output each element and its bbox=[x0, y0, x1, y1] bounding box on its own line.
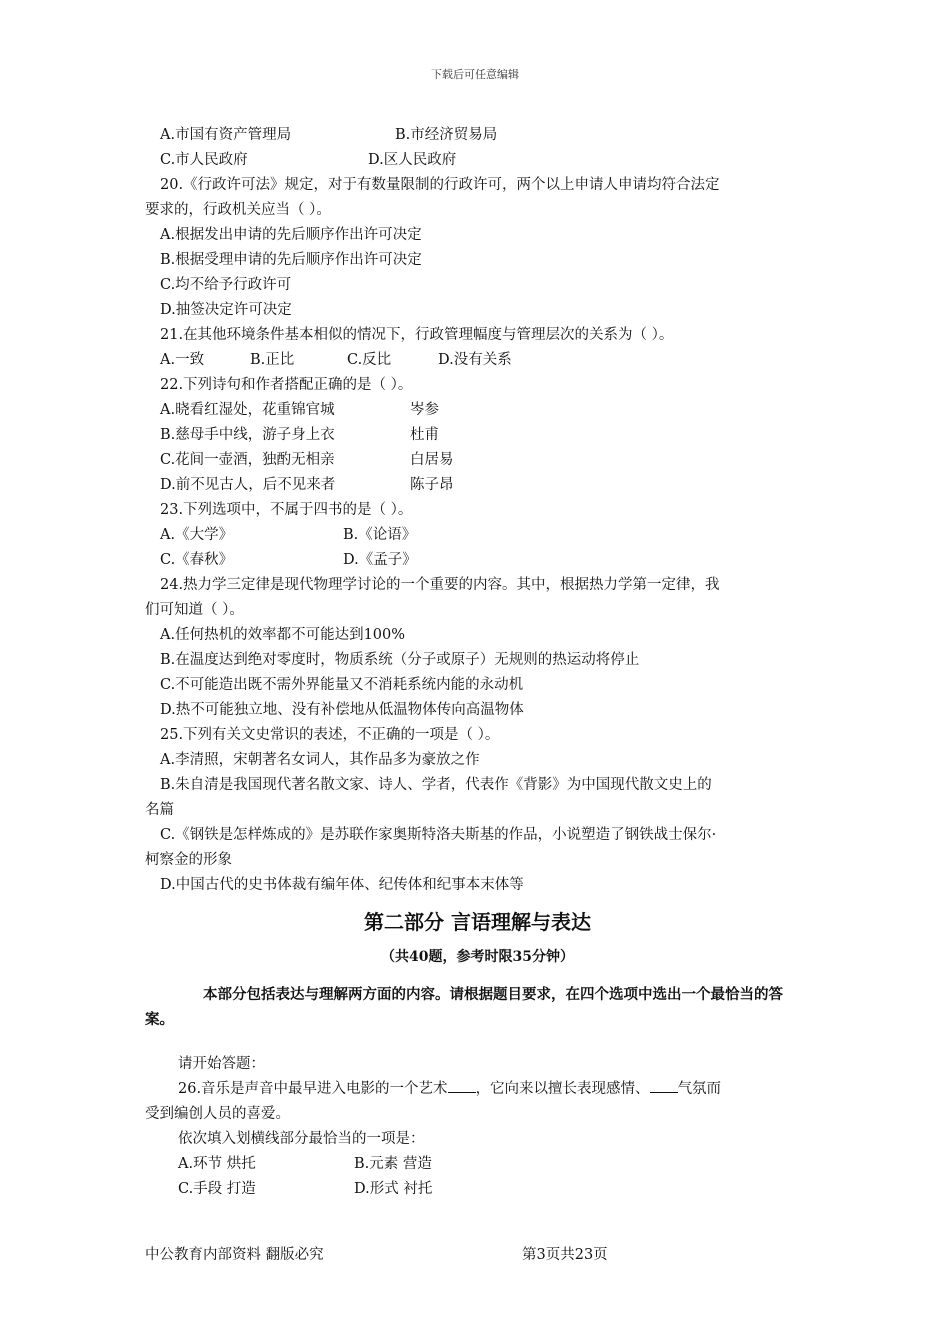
q19-option-c: C.市人民政府 bbox=[160, 152, 248, 168]
q26-options-row-2 bbox=[145, 1177, 810, 1202]
q26-blank-2 bbox=[650, 1078, 678, 1093]
page-header: 下载后可任意编辑 bbox=[431, 68, 519, 81]
q20-stem-line-1: 20.《行政许可法》规定，对于有数量限制的行政许可，两个以上申请人申请均符合法定 bbox=[160, 177, 720, 193]
q26-options-row-1 bbox=[145, 1152, 810, 1177]
q22-option-a-author: 岑参 bbox=[410, 402, 439, 418]
q22-option-d-author: 陈子昂 bbox=[410, 477, 454, 493]
q26-option-c: C.手段 打造 bbox=[178, 1181, 256, 1197]
q23-options-row-1 bbox=[145, 523, 810, 548]
q19-options-row-1 bbox=[145, 123, 810, 148]
q20-option-b: B.根据受理申请的先后顺序作出许可决定 bbox=[160, 252, 422, 268]
q22-option-d bbox=[145, 473, 810, 498]
q25-option-a: A.李清照，宋朝著名女词人，其作品多为豪放之作 bbox=[160, 752, 480, 768]
q26-stem-part-3: 气氛而 bbox=[677, 1081, 722, 1097]
q24-option-c: C.不可能造出既不需外界能量又不消耗系统内能的永动机 bbox=[160, 677, 524, 693]
q25-option-c-line-1: C.《钢铁是怎样炼成的》是苏联作家奥斯特洛夫斯基的作品，小说塑造了钢铁战士保尔· bbox=[160, 827, 717, 843]
q22-option-c bbox=[145, 448, 810, 473]
section-instructions: 本部分包括表达与理解两方面的内容。请根据题目要求，在四个选项中选出一个最恰当的答案。 bbox=[145, 986, 783, 1028]
q21-option-c: C.反比 bbox=[347, 352, 392, 368]
q19-option-b: B.市经济贸易局 bbox=[395, 127, 498, 143]
q23-option-d: D.《孟子》 bbox=[343, 552, 417, 568]
q19-options-row-2 bbox=[145, 148, 810, 173]
q24-option-d: D.热不可能独立地、没有补偿地从低温物体传向高温物体 bbox=[160, 702, 524, 718]
q26-stem-part-2: ，它向来以擅长表现感情、 bbox=[475, 1081, 650, 1097]
q21-option-b: B.正比 bbox=[250, 352, 295, 368]
document-body bbox=[145, 123, 810, 1202]
q20-option-a: A.根据发出申请的先后顺序作出许可决定 bbox=[160, 227, 422, 243]
q22-option-c-poem: C.花间一壶酒，独酌无相亲 bbox=[160, 452, 335, 468]
q26-option-a: A.环节 烘托 bbox=[178, 1156, 256, 1172]
q22-stem: 22.下列诗句和作者搭配正确的是（ ）。 bbox=[160, 377, 413, 393]
q22-option-b-poem: B.慈母手中线，游子身上衣 bbox=[160, 427, 335, 443]
q26-stem-part-1: 26.音乐是声音中最早进入电影的一个艺术 bbox=[178, 1081, 448, 1097]
q22-option-a bbox=[145, 398, 810, 423]
q26-option-d: D.形式 衬托 bbox=[354, 1181, 433, 1197]
q26-stem-line-1 bbox=[145, 1077, 810, 1102]
start-prompt: 请开始答题： bbox=[178, 1056, 265, 1072]
q20-option-d: D.抽签决定许可决定 bbox=[160, 302, 292, 318]
q26-stem-line-2: 受到编创人员的喜爱。 bbox=[145, 1106, 290, 1122]
q25-option-c-line-2: 柯察金的形象 bbox=[145, 852, 232, 868]
spacer bbox=[145, 1032, 810, 1052]
q23-stem: 23.下列选项中，不属于四书的是（ ）。 bbox=[160, 502, 413, 518]
q21-option-a: A.一致 bbox=[160, 352, 205, 368]
q22-option-b bbox=[145, 423, 810, 448]
q23-option-c: C.《春秋》 bbox=[160, 552, 234, 568]
q25-option-b-line-1: B.朱自清是我国现代著名散文家、诗人、学者，代表作《背影》为中国现代散文史上的 bbox=[160, 777, 712, 793]
q22-option-c-author: 白居易 bbox=[410, 452, 454, 468]
q20-stem-line-2: 要求的，行政机关应当（ ）。 bbox=[145, 202, 331, 218]
q23-option-a: A.《大学》 bbox=[160, 527, 234, 543]
q22-option-a-poem: A.晓看红湿处，花重锦官城 bbox=[160, 402, 335, 418]
q25-stem: 25.下列有关文史常识的表述，不正确的一项是（ ）。 bbox=[160, 727, 500, 743]
q24-option-b: B.在温度达到绝对零度时，物质系统（分子或原子）无规则的热运动将停止 bbox=[160, 652, 640, 668]
q25-option-d: D.中国古代的史书体裁有编年体、纪传体和纪事本末体等 bbox=[160, 877, 524, 893]
q26-option-b: B.元素 营造 bbox=[354, 1156, 432, 1172]
section-subtitle: （共40题，参考时限35分钟） bbox=[381, 949, 574, 965]
q26-prompt: 依次填入划横线部分最恰当的一项是： bbox=[178, 1131, 425, 1147]
q19-option-d: D.区人民政府 bbox=[368, 152, 457, 168]
section-title: 第二部分 言语理解与表达 bbox=[364, 910, 591, 934]
q23-option-b: B.《论语》 bbox=[343, 527, 417, 543]
q21-options bbox=[145, 348, 810, 373]
q25-option-b-line-2: 名篇 bbox=[145, 802, 174, 818]
footer-page-number: 第3页共23页 bbox=[522, 1247, 608, 1263]
q26-blank-1 bbox=[448, 1078, 476, 1093]
q24-stem-line-2: 们可知道（ ）。 bbox=[145, 602, 244, 618]
footer-copyright: 中公教育内部资料 翻版必究 bbox=[145, 1247, 324, 1263]
q22-option-d-poem: D.前不见古人，后不见来者 bbox=[160, 477, 336, 493]
q21-option-d: D.没有关系 bbox=[438, 352, 512, 368]
q24-option-a: A.任何热机的效率都不可能达到100% bbox=[160, 627, 406, 643]
q22-option-b-author: 杜甫 bbox=[410, 427, 439, 443]
q19-option-a: A.市国有资产管理局 bbox=[160, 127, 292, 143]
q23-options-row-2 bbox=[145, 548, 810, 573]
page-footer bbox=[145, 1244, 810, 1266]
q21-stem: 21.在其他环境条件基本相似的情况下，行政管理幅度与管理层次的关系为（ ）。 bbox=[160, 327, 674, 343]
q20-option-c: C.均不给予行政许可 bbox=[160, 277, 292, 293]
q24-stem-line-1: 24.热力学三定律是现代物理学讨论的一个重要的内容。其中，根据热力学第一定律，我 bbox=[160, 577, 720, 593]
